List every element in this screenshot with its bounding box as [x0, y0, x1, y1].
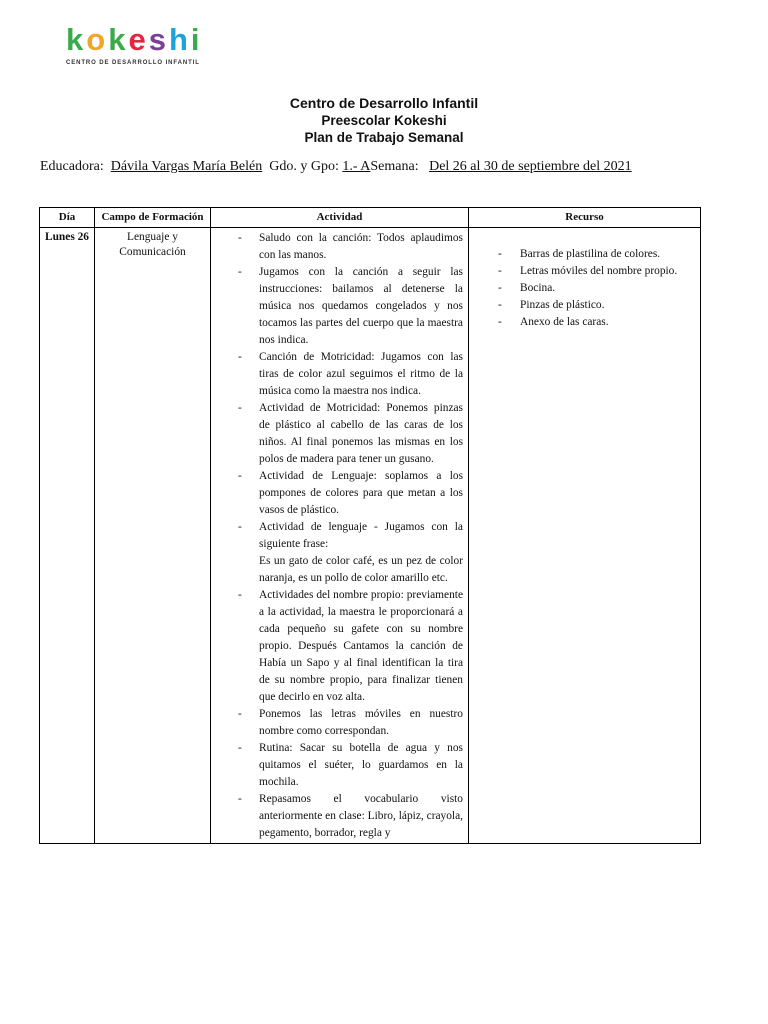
educadora-value: Dávila Vargas María Belén	[110, 159, 263, 174]
cell-dia: Lunes 26	[40, 228, 95, 844]
semana-label: Semana:	[370, 159, 419, 174]
cell-campo: Lenguaje y Comunicación	[95, 228, 211, 844]
logo-letter: k	[66, 22, 87, 57]
meta-line	[40, 159, 632, 175]
logo-letter: h	[168, 22, 191, 57]
center-name: Centro de Desarrollo Infantil	[289, 95, 479, 111]
logo-letter: k	[108, 22, 129, 57]
resource-item: - Bocina.	[470, 280, 693, 297]
activity-item: - Repasamos el vocabulario visto anteriormente en clase: Libro, lápiz, crayola, pegamento, borrador, regla y	[212, 791, 463, 842]
document-header	[0, 94, 768, 146]
logo-letter: o	[86, 22, 109, 57]
grado-value: 1.- A	[342, 159, 371, 174]
kokeshi-logo	[66, 24, 203, 66]
activity-item: - Rutina: Sacar su botella de agua y nos quitamos el suéter, lo guardamos en la mochila.	[212, 740, 463, 791]
resource-item: - Anexo de las caras.	[470, 314, 693, 331]
table-header-row	[40, 208, 701, 228]
activity-item: - Saludo con la canción: Todos aplaudimos con las manos.	[212, 230, 463, 264]
activity-item: - Jugamos con la canción a seguir las instrucciones: bailamos al detenerse la música nos quedamos congelados y nos tocamos las partes del cuerpo que la maestra nos indica.	[212, 264, 463, 349]
work-plan-table	[39, 207, 701, 844]
activity-item: - Actividades del nombre propio: previamente a la actividad, la maestra le proporcionará a cada pequeño su gafete con su nombre propio. Después Cantamos la canción de Había un Sapo y al final identifican la tira de su nombre propio, para finalizar tienen que decirlo en voz alta.	[212, 587, 463, 706]
resource-list	[470, 246, 699, 331]
activity-list	[212, 229, 467, 842]
logo-subtitle: CENTRO DE DESARROLLO INFANTIL	[66, 60, 200, 66]
cell-actividad	[211, 228, 469, 844]
header-campo: Campo de Formación	[95, 208, 211, 228]
grado-label: Gdo. y Gpo:	[269, 159, 339, 174]
resource-item: - Letras móviles del nombre propio.	[470, 263, 693, 280]
resource-item: - Barras de plastilina de colores.	[470, 246, 693, 263]
resource-item: - Pinzas de plástico.	[470, 297, 693, 314]
semana-value: Del 26 al 30 de septiembre del 2021	[429, 159, 632, 174]
logo-letter: e	[128, 22, 149, 57]
header-dia: Día	[40, 208, 95, 228]
plan-title: Plan de Trabajo Semanal	[304, 130, 464, 145]
logo-wordmark	[66, 24, 203, 56]
activity-item: - Actividad de Lenguaje: soplamos a los pompones de colores para que metan a los vasos de plástico.	[212, 468, 463, 519]
school-name: Preescolar Kokeshi	[321, 113, 447, 128]
activity-item: - Actividad de lenguaje - Jugamos con la siguiente frase: Es un gato de color café, es un pez de color naranja, es un pollo de color amarillo etc.	[212, 519, 463, 587]
table-row	[40, 228, 701, 844]
educadora-label: Educadora:	[40, 159, 104, 174]
activity-item: - Canción de Motricidad: Jugamos con las tiras de color azul seguimos el ritmo de la música como la maestra nos indica.	[212, 349, 463, 400]
header-actividad: Actividad	[211, 208, 469, 228]
logo-letter: s	[148, 22, 169, 57]
logo-letter: i	[190, 22, 203, 57]
cell-recurso	[469, 228, 701, 844]
header-recurso: Recurso	[469, 208, 701, 228]
activity-item: - Ponemos las letras móviles en nuestro nombre como correspondan.	[212, 706, 463, 740]
activity-item: - Actividad de Motricidad: Ponemos pinzas de plástico al cabello de las caras de los niños. Al final ponemos las mismas en los polos de madera para tener un gusano.	[212, 400, 463, 468]
